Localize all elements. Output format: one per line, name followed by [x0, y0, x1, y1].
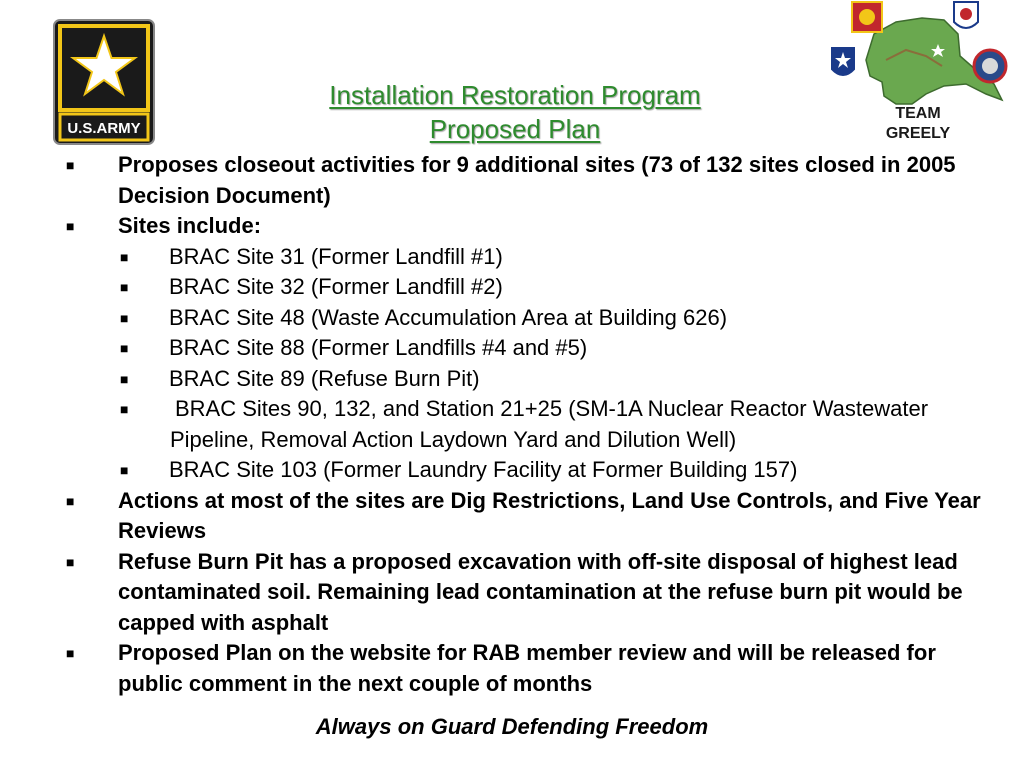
greely-line1: TEAM [895, 105, 941, 122]
footer-slogan: Always on Guard Defending Freedom [315, 714, 709, 739]
bullet-text: Actions at most of the sites are Dig Restrictions, Land Use Controls, and Five Year Reviews [118, 487, 981, 543]
site-text: BRAC Site 31 (Former Landfill #1) [169, 243, 503, 269]
bullet-text: Proposes closeout activities for 9 additional sites (73 of 132 sites closed in 2005 Decision Document) [118, 152, 956, 208]
bullet-item [60, 211, 1000, 242]
site-item [60, 364, 1000, 395]
site-item [60, 303, 1000, 334]
title-line-1: Installation Restoration Program [329, 80, 701, 110]
bullet-square-icon: ■ [66, 553, 75, 570]
site-item [60, 272, 1000, 303]
bullet-text: Sites include: [118, 213, 262, 238]
slide-title [300, 78, 730, 146]
bullet-square-icon: ■ [120, 248, 129, 265]
site-item [60, 455, 1000, 486]
slide-body [60, 150, 1000, 699]
bullet-square-icon: ■ [120, 340, 129, 356]
bullet-square-icon: ■ [66, 157, 75, 173]
site-text: BRAC Site 88 (Former Landfills #4 and #5) [169, 335, 588, 360]
bullet-text: Refuse Burn Pit has a proposed excavation with off-site disposal of highest lead contaminated soil. Remaining lead contamination at the refuse burn pit would be capped with asphalt [118, 548, 963, 635]
bullet-item [60, 638, 1000, 699]
bullet-square-icon: ■ [120, 462, 129, 478]
title-line-2: Proposed Plan [429, 114, 601, 144]
army-logo-text: U.S.ARMY [67, 120, 141, 137]
site-item [60, 242, 1000, 273]
site-text: BRAC Site 32 (Former Landfill #2) [169, 274, 503, 299]
bullet-square-icon: ■ [66, 218, 75, 234]
bullet-square-icon: ■ [120, 309, 129, 326]
site-item [60, 394, 1000, 455]
site-text: BRAC Site 48 (Waste Accumulation Area at Building 626) [169, 304, 728, 330]
bullet-square-icon: ■ [66, 645, 75, 661]
bullet-square-icon: ■ [120, 370, 129, 387]
bullet-item [60, 547, 1000, 639]
site-item [60, 333, 1000, 364]
bullet-square-icon: ■ [120, 401, 129, 417]
bullet-item [60, 150, 1000, 211]
bullet-item [60, 486, 1000, 547]
team-greely-logo [826, 0, 1010, 146]
us-army-logo [52, 18, 156, 146]
site-text: BRAC Site 103 (Former Laundry Facility at Former Building 157) [169, 457, 798, 482]
bullet-text: Proposed Plan on the website for RAB member review and will be released for public comment in the next couple of months [118, 640, 936, 696]
site-text: BRAC Site 89 (Refuse Burn Pit) [169, 365, 480, 391]
greely-line2: GREELY [885, 125, 951, 142]
bullet-square-icon: ■ [66, 492, 75, 509]
bullet-square-icon: ■ [120, 279, 129, 295]
site-text: BRAC Sites 90, 132, and Station 21+25 (SM-1A Nuclear Reactor Wastewater Pipeline, Removal Action Laydown Yard and Dilution Well) [170, 396, 929, 452]
